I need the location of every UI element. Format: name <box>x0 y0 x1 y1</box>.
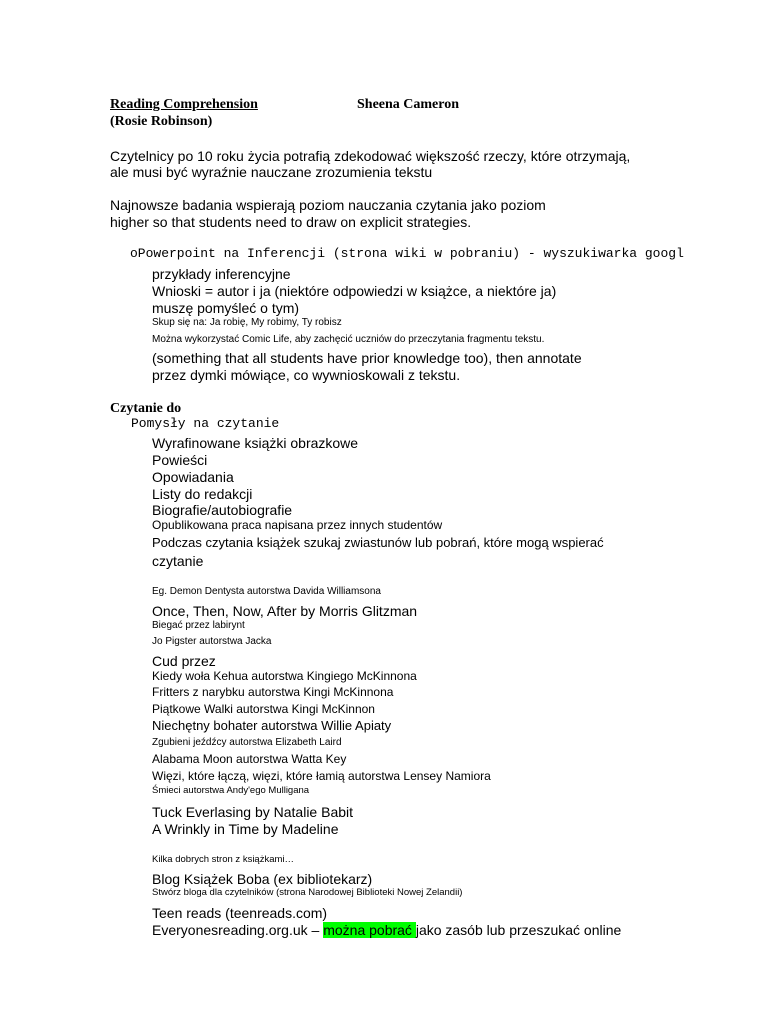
inference-item: (something that all students have prior knowledge too), then annotate <box>152 350 582 366</box>
document-author: Sheena Cameron <box>357 97 460 112</box>
highlighted-text: można pobrać <box>323 922 416 938</box>
intro-line-1: Czytelnicy po 10 roku życia potrafią zdekodować większość rzeczy, które otrzymają, <box>110 148 631 164</box>
inference-item: przykłady inferencyjne <box>152 266 291 282</box>
site-everyone-rest: jako zasób lub przeszukać online <box>415 922 622 938</box>
reading-item: czytanie <box>152 553 204 569</box>
book-item: A Wrinkly in Time by Madeline <box>152 821 339 837</box>
document-subtitle: (Rosie Robinson) <box>110 114 213 129</box>
reading-item: Listy do redakcji <box>152 486 253 502</box>
site-everyone <box>152 922 621 938</box>
inference-item: Można wykorzystać Comic Life, aby zachęcić uczniów do przeczytania fragmentu tekstu. <box>152 334 545 345</box>
reading-item: Powieści <box>152 452 208 468</box>
site-create: Stwórz bloga dla czytelników (strona Narodowej Biblioteki Nowej Zelandii) <box>152 887 463 898</box>
reading-item: Podczas czytania książek szukaj zwiastunów lub pobrań, które mogą wspierać <box>152 535 604 550</box>
book-item: Once, Then, Now, After by Morris Glitzman <box>152 603 418 619</box>
reading-ideas-heading: Pomysły na czytanie <box>131 416 280 431</box>
inference-item: Wnioski = autor i ja (niektóre odpowiedzi w książce, a niektóre ja) <box>152 283 557 299</box>
book-item: Zgubieni jeźdźcy autorstwa Elizabeth Laird <box>152 737 342 748</box>
book-item: Piątkowe Walki autorstwa Kingi McKinnon <box>152 702 375 716</box>
book-item: Więzi, które łączą, więzi, które łamią autorstwa Lensey Namiora <box>152 769 491 783</box>
intro-line-4: higher so that students need to draw on explicit strategies. <box>110 214 472 230</box>
book-item: Alabama Moon autorstwa Watta Key <box>152 752 347 766</box>
site-blog: Blog Książek Boba (ex bibliotekarz) <box>152 871 373 887</box>
inference-item: Skup się na: Ja robię, My robimy, Ty robisz <box>152 317 342 328</box>
book-item: Niechętny bohater autorstwa Willie Apiaty <box>152 718 392 733</box>
book-item: Biegać przez labirynt <box>152 620 245 631</box>
reading-item: Wyrafinowane książki obrazkowe <box>152 435 359 451</box>
site-everyone-text: Everyonesreading.org.uk – <box>152 922 324 938</box>
reading-item: Biografie/autobiografie <box>152 502 293 518</box>
sites-intro: Kilka dobrych stron z książkami… <box>152 854 295 865</box>
book-item: Śmieci autorstwa Andy'ego Mulligana <box>152 785 310 796</box>
book-item: Tuck Everlasing by Natalie Babit <box>152 804 354 820</box>
book-item: Cud przez <box>152 653 216 669</box>
inference-item: muszę pomyśleć o tym) <box>152 300 300 316</box>
book-item: Kiedy woła Kehua autorstwa Kingiego McKinnona <box>152 669 417 683</box>
site-teen: Teen reads (teenreads.com) <box>152 905 328 921</box>
inference-bullet: oPowerpoint na Inferencji (strona wiki w pobraniu) - wyszukiwarka googl <box>130 246 684 261</box>
intro-line-3: Najnowsze badania wspierają poziom nauczania czytania jako poziom <box>110 197 546 213</box>
inference-item: przez dymki mówiące, co wywnioskowali z tekstu. <box>152 367 461 383</box>
book-item: Jo Pigster autorstwa Jacka <box>152 636 272 647</box>
book-item: Eg. Demon Dentysta autorstwa Davida Williamsona <box>152 586 381 597</box>
document-title: Reading Comprehension <box>110 97 258 112</box>
book-item: Fritters z narybku autorstwa Kingi McKinnona <box>152 685 394 699</box>
section-heading: Czytanie do <box>110 401 182 416</box>
reading-item: Opublikowana praca napisana przez innych studentów <box>152 518 443 532</box>
intro-line-2: ale musi być wyraźnie nauczane zrozumienia tekstu <box>110 164 433 180</box>
reading-item: Opowiadania <box>152 469 234 485</box>
